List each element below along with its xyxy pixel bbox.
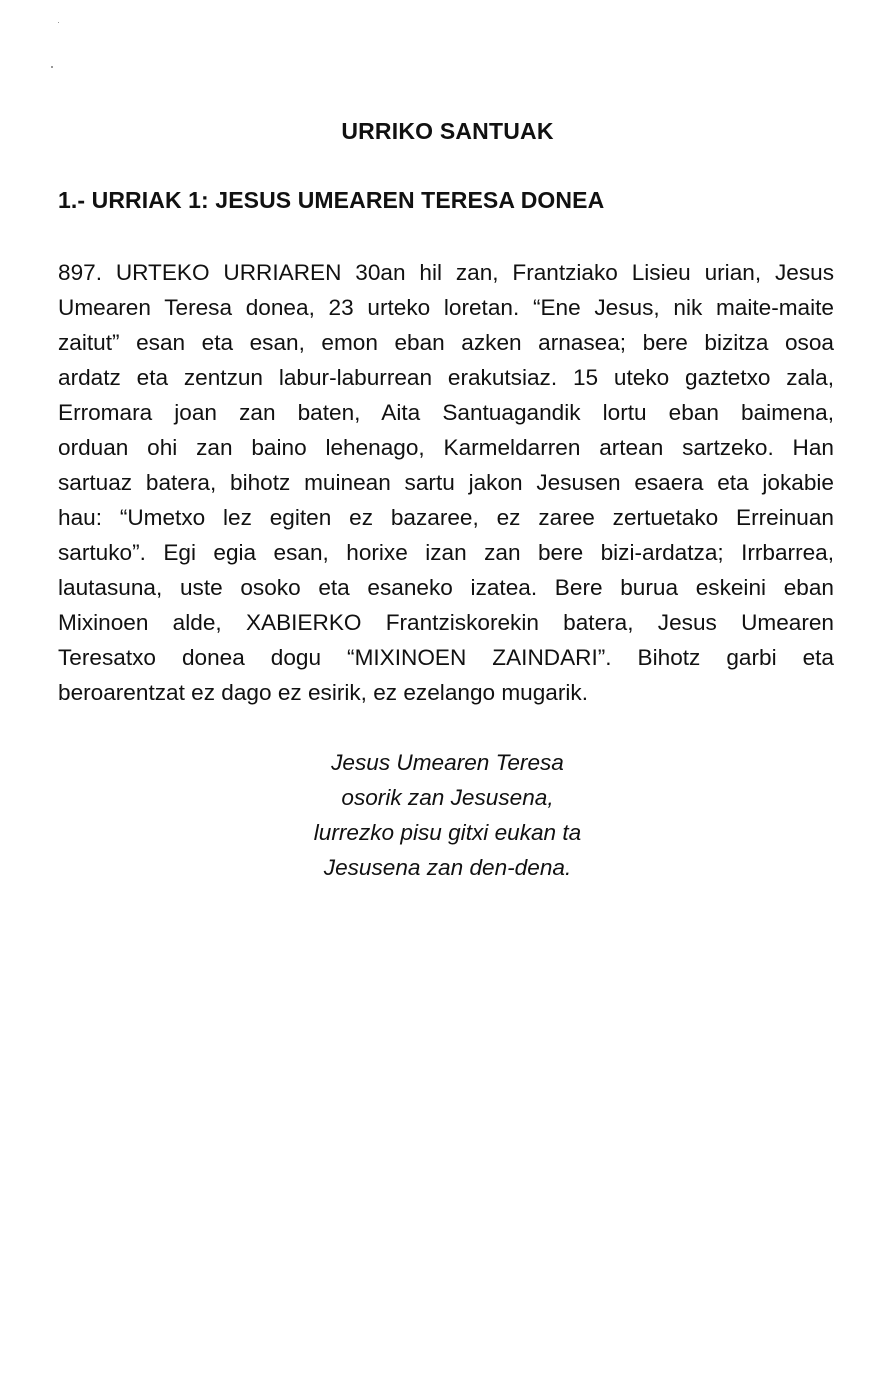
paragraph-line: Erromara joan zan baten, Aita Santuagandik lortu eban baimena, bbox=[58, 400, 834, 425]
paragraph-line: hau: “Umetxo lez egiten ez bazaree, ez zaree zertuetako Erreinuan bbox=[58, 505, 834, 530]
paragraph-line: Umearen Teresa donea, 23 urteko loretan. “Ene Jesus, nik maite-maite bbox=[58, 295, 834, 320]
poem-stanza bbox=[0, 745, 895, 885]
scan-speck bbox=[58, 22, 59, 23]
poem-line: Jesusena zan den-dena. bbox=[323, 855, 572, 880]
poem-line: lurrezko pisu gitxi eukan ta bbox=[313, 820, 582, 845]
paragraph-line: orduan ohi zan baino lehenago, Karmeldarren artean sartzeko. Han bbox=[58, 435, 834, 460]
scan-speck bbox=[51, 66, 53, 68]
paragraph-line: zaitut” esan eta esan, emon eban azken arnasea; bere bizitza osoa bbox=[58, 330, 834, 355]
paragraph-line: Teresatxo donea dogu “MIXINOEN ZAINDARI”. Bihotz garbi eta bbox=[58, 645, 834, 670]
poem-line: osorik zan Jesusena, bbox=[341, 785, 554, 810]
paragraph-line: 897. URTEKO URRIAREN 30an hil zan, Frantziako Lisieu urian, Jesus bbox=[58, 260, 834, 285]
paragraph-line: ardatz eta zentzun labur-laburrean erakutsiaz. 15 uteko gaztetxo zala, bbox=[58, 365, 834, 390]
poem-line: Jesus Umearen Teresa bbox=[331, 750, 564, 775]
paragraph-line: beroarentzat ez dago ez esirik, ez ezelango mugarik. bbox=[58, 680, 588, 705]
paragraph-line: lautasuna, uste osoko eta esaneko izatea. Bere burua eskeini eban bbox=[58, 575, 834, 600]
body-paragraph bbox=[58, 255, 834, 710]
paragraph-line: Mixinoen alde, XABIERKO Frantziskorekin batera, Jesus Umearen bbox=[58, 610, 834, 635]
section-heading: 1.- URRIAK 1: JESUS UMEAREN TERESA DONEA bbox=[58, 187, 605, 213]
page-title: URRIKO SANTUAK bbox=[341, 118, 554, 144]
paragraph-line: sartuko”. Egi egia esan, horixe izan zan bere bizi-ardatza; Irrbarrea, bbox=[58, 540, 834, 565]
paragraph-line: sartuaz batera, bihotz muinean sartu jakon Jesusen esaera eta jokabie bbox=[58, 470, 834, 495]
